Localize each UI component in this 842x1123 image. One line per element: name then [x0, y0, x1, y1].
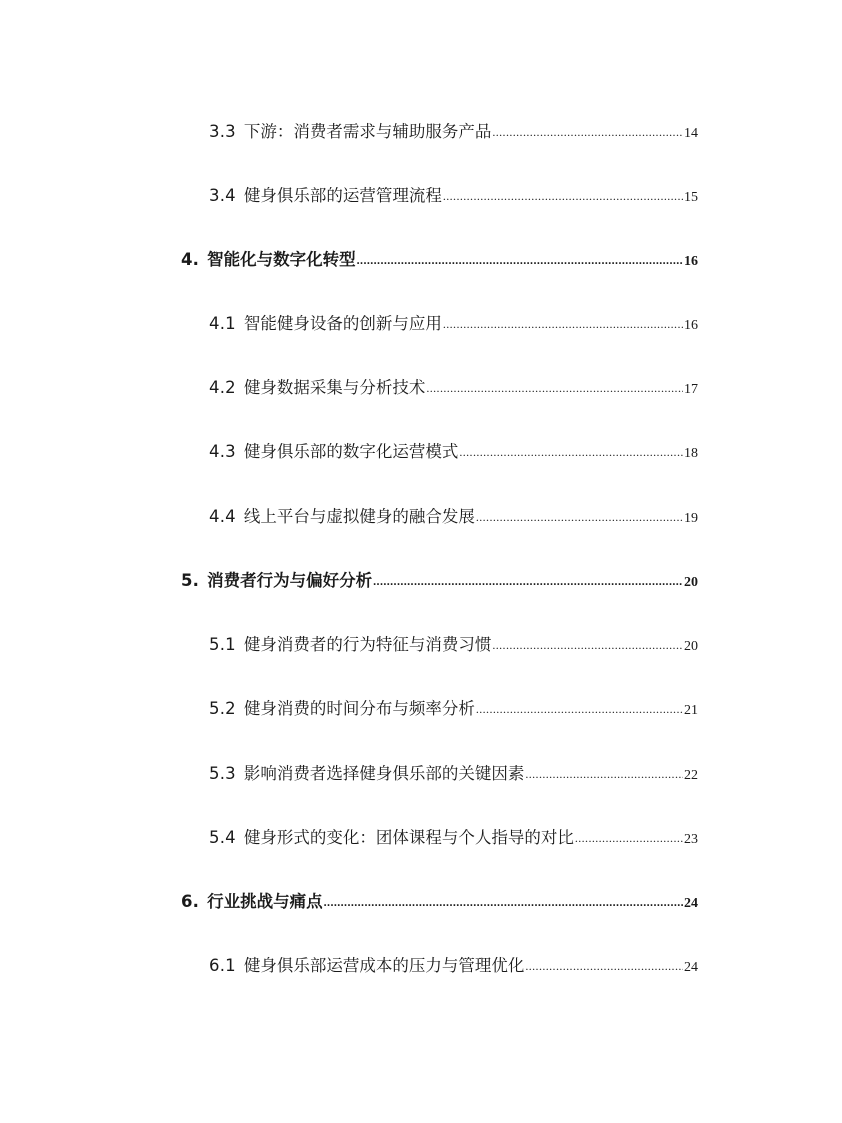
toc-entry-title: 消费者行为与偏好分析 — [207, 571, 373, 590]
toc-entry-5[interactable] — [181, 567, 698, 591]
toc-entry-number: 4.2 — [209, 378, 236, 397]
toc-entry-title: 智能化与数字化转型 — [207, 250, 356, 269]
toc-entry-5-2[interactable] — [209, 695, 698, 719]
toc-dot-leader — [357, 253, 683, 267]
toc-entry-4-4[interactable] — [209, 503, 698, 527]
toc-entry-number: 6. — [181, 892, 200, 911]
toc-dot-leader — [492, 638, 683, 652]
toc-dot-leader — [443, 189, 683, 203]
toc-entry-number: 6.1 — [209, 956, 236, 975]
toc-page-number: 22 — [684, 768, 698, 783]
toc-entry-6[interactable] — [181, 888, 698, 912]
toc-entry-4[interactable] — [181, 246, 698, 270]
toc-entry-number: 5.4 — [209, 828, 236, 847]
toc-dot-leader — [525, 767, 683, 781]
toc-entry-number: 5. — [181, 571, 200, 590]
toc-entry-4-2[interactable] — [209, 374, 698, 398]
toc-dot-leader — [324, 895, 683, 909]
toc-dot-leader — [373, 574, 683, 588]
toc-entry-6-1[interactable] — [209, 952, 698, 976]
toc-entry-title: 智能健身设备的创新与应用 — [243, 314, 442, 333]
toc-entry-title: 健身形式的变化：团体课程与个人指导的对比 — [243, 828, 574, 847]
toc-entry-title: 健身俱乐部的数字化运营模式 — [243, 442, 459, 461]
toc-entry-3-4[interactable] — [209, 182, 698, 206]
toc-page-number: 24 — [684, 960, 698, 975]
toc-dot-leader — [443, 317, 683, 331]
toc-dot-leader — [476, 702, 683, 716]
toc-entry-3-3[interactable] — [209, 118, 698, 142]
toc-entry-title: 线上平台与虚拟健身的融合发展 — [243, 507, 475, 526]
toc-entry-title: 健身消费者的行为特征与消费习惯 — [243, 635, 492, 654]
toc-dot-leader — [492, 125, 683, 139]
toc-page-number: 21 — [684, 703, 698, 718]
toc-page-number: 18 — [684, 446, 698, 461]
toc-page-number: 15 — [684, 190, 698, 205]
toc-entry-number: 4.1 — [209, 314, 236, 333]
toc-entry-4-1[interactable] — [209, 310, 698, 334]
toc-page-number: 16 — [684, 318, 698, 333]
toc-entry-title: 健身俱乐部的运营管理流程 — [243, 186, 442, 205]
toc-page-number: 23 — [684, 832, 698, 847]
toc-entry-number: 3.4 — [209, 186, 236, 205]
toc-entry-4-3[interactable] — [209, 438, 698, 462]
toc-entry-number: 4.4 — [209, 507, 236, 526]
toc-dot-leader — [459, 445, 683, 459]
toc-entry-number: 3.3 — [209, 122, 236, 141]
toc-entry-title: 健身消费的时间分布与频率分析 — [243, 699, 475, 718]
toc-dot-leader — [575, 831, 683, 845]
toc-entry-title: 健身数据采集与分析技术 — [243, 378, 426, 397]
toc-entry-number: 5.2 — [209, 699, 236, 718]
toc-entry-5-3[interactable] — [209, 760, 698, 784]
toc-dot-leader — [426, 381, 683, 395]
toc-entry-number: 4. — [181, 250, 200, 269]
toc-page-number: 19 — [684, 511, 698, 526]
toc-entry-5-4[interactable] — [209, 824, 698, 848]
toc-dot-leader — [476, 510, 683, 524]
toc-entry-number: 4.3 — [209, 442, 236, 461]
toc-entry-title: 影响消费者选择健身俱乐部的关键因素 — [243, 764, 525, 783]
toc-page-number: 24 — [684, 896, 698, 911]
toc-entry-number: 5.3 — [209, 764, 236, 783]
toc-page-number: 20 — [684, 639, 698, 654]
toc-dot-leader — [525, 959, 683, 973]
toc-entry-5-1[interactable] — [209, 631, 698, 655]
toc-page-number: 17 — [684, 382, 698, 397]
toc-entry-title: 行业挑战与痛点 — [207, 892, 323, 911]
toc-page-number: 20 — [684, 575, 698, 590]
toc-page-number: 14 — [684, 126, 698, 141]
toc-entry-number: 5.1 — [209, 635, 236, 654]
toc-entry-title: 健身俱乐部运营成本的压力与管理优化 — [243, 956, 525, 975]
toc-entry-title: 下游：消费者需求与辅助服务产品 — [243, 122, 492, 141]
toc-page-number: 16 — [684, 254, 698, 269]
